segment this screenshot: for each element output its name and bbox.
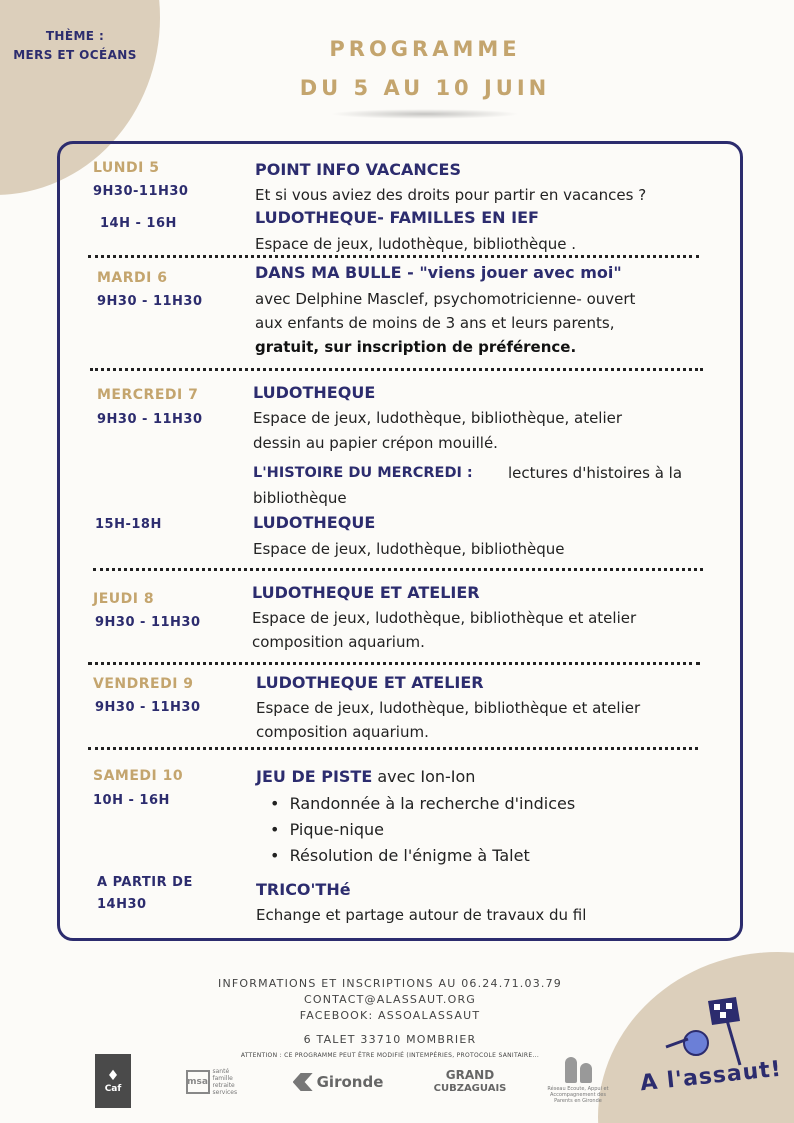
activity-description: Espace de jeux, ludothèque, bibliothèque — [253, 540, 565, 558]
activity-description: bibliothèque — [253, 489, 347, 507]
activity-ludotheque: LUDOTHEQUE — [253, 513, 376, 532]
time-lundi-2: 14H - 16H — [100, 216, 177, 231]
time-vendredi-1: 9H30 - 11H30 — [95, 700, 201, 715]
reaap-logo: Réseau Ecoute, Appui et Accompagnement des Parents en Gironde — [545, 1047, 611, 1113]
theme-label: THÈME : MERS ET OCÉANS — [13, 29, 137, 62]
time-lundi-1: 9H30-11H30 — [93, 184, 189, 199]
activity-description: Et si vous aviez des droits pour partir en vacances ? — [255, 186, 647, 204]
footer-address: 6 TALET 33710 MOMBRIER — [303, 1033, 477, 1046]
gironde-logo: Gironde — [290, 1068, 386, 1096]
divider — [88, 662, 700, 665]
day-vendredi: VENDREDI 9 — [93, 676, 194, 692]
activity-description: Espace de jeux, ludothèque, bibliothèque et atelier — [256, 699, 641, 717]
list-item: • Pique-nique — [270, 820, 384, 839]
activity-ludotheque-familles: LUDOTHEQUE- FAMILLES EN IEF — [255, 208, 539, 227]
activity-description: Espace de jeux, ludothèque, bibliothèque, atelier — [253, 409, 623, 427]
activity-jeu-de-piste: JEU DE PISTE avec Ion-Ion — [256, 767, 476, 786]
footer-info: INFORMATIONS ET INSCRIPTIONS AU 06.24.71.03.79 — [218, 977, 562, 990]
activity-ludotheque-et-atelier: LUDOTHEQUE ET ATELIER — [252, 583, 480, 602]
time-samedi-1: 10H - 16H — [93, 793, 170, 808]
time-mardi-1: 9H30 - 11H30 — [97, 294, 203, 309]
activity-description: avec Delphine Masclef, psychomotricienne- ouvert — [255, 290, 636, 308]
title-shadow — [330, 109, 520, 119]
time-mercredi-2: 15H-18H — [95, 517, 162, 532]
footer-notice: ATTENTION : CE PROGRAMME PEUT ÊTRE MODIFIÉ (INTEMPÉRIES, PROTOCOLE SANITAIRE... — [240, 1052, 540, 1059]
day-jeudi: JEUDI 8 — [93, 591, 155, 607]
divider — [88, 747, 698, 750]
time-jeudi-1: 9H30 - 11H30 — [95, 615, 201, 630]
activity-description: Echange et partage autour de travaux du fil — [256, 906, 587, 924]
footer-email[interactable]: CONTACT@ALASSAUT.ORG — [303, 993, 477, 1006]
activity-ludotheque-et-atelier: LUDOTHEQUE ET ATELIER — [256, 673, 484, 692]
divider — [90, 368, 703, 371]
time-samedi-2: A PARTIR DE — [97, 875, 193, 890]
activity-tricothe: TRICO'THé — [256, 880, 351, 899]
activity-description: composition aquarium. — [252, 633, 425, 651]
day-samedi: SAMEDI 10 — [93, 768, 184, 784]
list-item: • Randonnée à la recherche d'indices — [270, 794, 576, 813]
activity-description: composition aquarium. — [256, 723, 429, 741]
footer-facebook: FACEBOOK: ASSOALASSAUT — [299, 1009, 481, 1022]
activity-dans-ma-bulle: DANS MA BULLE - "viens jouer avec moi" — [255, 263, 622, 282]
day-mardi: MARDI 6 — [97, 270, 168, 286]
divider — [88, 255, 699, 258]
activity-ludotheque: LUDOTHEQUE — [253, 383, 376, 402]
activity-description: lectures d'histoires à la — [508, 464, 683, 482]
day-lundi: LUNDI 5 — [93, 160, 160, 176]
page-title-line1: PROGRAMME — [329, 37, 521, 61]
caf-logo: ♦ Caf — [95, 1054, 131, 1108]
activity-point-info-vacances: POINT INFO VACANCES — [255, 160, 461, 179]
page-title-line2: DU 5 AU 10 JUIN — [299, 76, 551, 100]
day-mercredi: MERCREDI 7 — [97, 387, 199, 403]
activity-description: Espace de jeux, ludothèque, bibliothèque et atelier — [252, 609, 637, 627]
time-samedi-2b: 14H30 — [97, 897, 147, 912]
activity-description: Espace de jeux, ludothèque, bibliothèque . — [255, 235, 576, 253]
gironde-mark-icon — [293, 1073, 313, 1091]
activity-description: dessin au papier crépon mouillé. — [253, 434, 498, 452]
activity-histoire-du-mercredi: L'HISTOIRE DU MERCREDI : — [253, 465, 473, 481]
activity-note-bold: gratuit, sur inscription de préférence. — [255, 338, 577, 356]
list-item: • Résolution de l'énigme à Talet — [270, 846, 530, 865]
grand-cubzaguais-logo: GRAND CUBZAGUAIS — [433, 1068, 507, 1094]
alassaut-logo: A l'assaut! — [639, 1056, 783, 1097]
time-mercredi-1: 9H30 - 11H30 — [97, 412, 203, 427]
divider — [93, 568, 703, 571]
msa-logo: msa santé famille retraite services — [187, 1068, 238, 1096]
activity-description: aux enfants de moins de 3 ans et leurs parents, — [255, 314, 615, 332]
family-icon — [565, 1057, 592, 1083]
